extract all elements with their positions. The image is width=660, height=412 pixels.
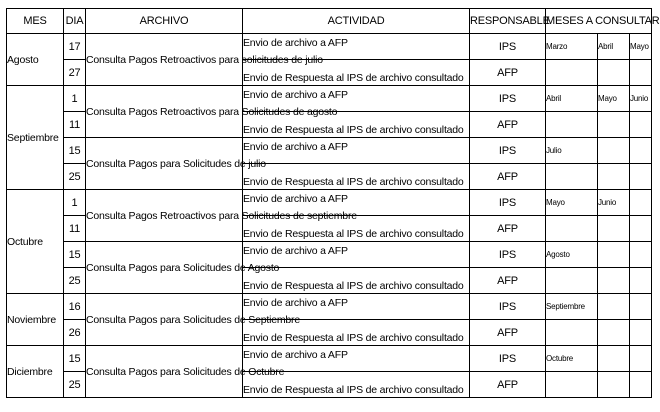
file-cell: Consulta Pagos Retroactivos para solicitudes de julio	[86, 34, 243, 86]
activity-cell: Envio de archivo a AFP	[243, 190, 470, 216]
consult-month-cell: Abril	[598, 34, 630, 60]
consult-month-cell	[630, 60, 652, 86]
activity-cell: Envio de archivo a AFP	[243, 34, 470, 60]
consult-month-cell	[598, 242, 630, 268]
consult-month-cell: Mayo	[546, 190, 598, 216]
month-cell: Diciembre	[7, 346, 64, 398]
file-cell: Consulta Pagos para Solicitudes de julio	[86, 138, 243, 190]
consult-month-cell	[630, 372, 652, 398]
responsible-cell: IPS	[470, 242, 546, 268]
day-cell: 1	[64, 190, 86, 216]
consult-month-cell: Marzo	[546, 34, 598, 60]
day-cell: 15	[64, 138, 86, 164]
consult-month-cell: Septiembre	[546, 294, 598, 320]
consult-month-cell	[630, 112, 652, 138]
header-dia: DIA	[64, 9, 86, 34]
consult-month-cell	[630, 294, 652, 320]
responsible-cell: IPS	[470, 294, 546, 320]
responsible-cell: IPS	[470, 190, 546, 216]
consult-month-cell	[546, 320, 598, 346]
file-cell: Consulta Pagos para Solicitudes de Septiembre	[86, 294, 243, 346]
consult-month-cell	[630, 138, 652, 164]
file-cell: Consulta Pagos Retroactivos para Solicitudes de agosto	[86, 86, 243, 138]
activity-cell: Envio de archivo a AFP	[243, 86, 470, 112]
header-archivo: ARCHIVO	[86, 9, 243, 34]
consult-month-cell: Mayo	[598, 86, 630, 112]
consult-month-cell: Junio	[598, 190, 630, 216]
table-row	[7, 190, 652, 216]
schedule-body	[7, 34, 652, 398]
responsible-cell: IPS	[470, 346, 546, 372]
activity-cell: Envio de Respuesta al IPS de archivo consultado	[243, 164, 470, 190]
consult-month-cell	[598, 112, 630, 138]
day-cell: 25	[64, 268, 86, 294]
responsible-cell: AFP	[470, 216, 546, 242]
consult-month-cell	[546, 164, 598, 190]
day-cell: 11	[64, 112, 86, 138]
activity-cell: Envio de archivo a AFP	[243, 242, 470, 268]
day-cell: 11	[64, 216, 86, 242]
activity-cell: Envio de Respuesta al IPS de archivo consultado	[243, 60, 470, 86]
month-cell: Octubre	[7, 190, 64, 294]
consult-month-cell: Agosto	[546, 242, 598, 268]
consult-month-cell	[598, 164, 630, 190]
consult-month-cell	[546, 60, 598, 86]
day-cell: 27	[64, 60, 86, 86]
header-mes: MES	[7, 9, 64, 34]
activity-cell: Envio de archivo a AFP	[243, 294, 470, 320]
consult-month-cell	[598, 216, 630, 242]
table-row	[7, 138, 652, 164]
activity-cell: Envio de Respuesta al IPS de archivo consultado	[243, 216, 470, 242]
responsible-cell: IPS	[470, 86, 546, 112]
consult-month-cell: Junio	[630, 86, 652, 112]
file-cell: Consulta Pagos Retroactivos para Solicitudes de septiembre	[86, 190, 243, 242]
consult-month-cell: Abril	[546, 86, 598, 112]
file-cell: Consulta Pagos para Solicitudes de Agosto	[86, 242, 243, 294]
file-cell: Consulta Pagos para Solicitudes de Octubre	[86, 346, 243, 398]
day-cell: 16	[64, 294, 86, 320]
header-meses: MESES A CONSULTAR	[546, 9, 652, 34]
consult-month-cell	[546, 268, 598, 294]
responsible-cell: AFP	[470, 320, 546, 346]
day-cell: 25	[64, 372, 86, 398]
activity-cell: Envio de archivo a AFP	[243, 138, 470, 164]
day-cell: 15	[64, 346, 86, 372]
consult-month-cell	[630, 216, 652, 242]
consult-month-cell	[630, 164, 652, 190]
header-row	[7, 9, 652, 34]
activity-cell: Envio de Respuesta al IPS de archivo consultado	[243, 320, 470, 346]
responsible-cell: IPS	[470, 34, 546, 60]
day-cell: 1	[64, 86, 86, 112]
consult-month-cell	[598, 346, 630, 372]
table-row	[7, 242, 652, 268]
responsible-cell: AFP	[470, 268, 546, 294]
table-row	[7, 346, 652, 372]
consult-month-cell	[630, 268, 652, 294]
day-cell: 17	[64, 34, 86, 60]
consult-month-cell	[546, 112, 598, 138]
consult-month-cell: Mayo	[630, 34, 652, 60]
day-cell: 25	[64, 164, 86, 190]
activity-cell: Envio de Respuesta al IPS de archivo consultado	[243, 372, 470, 398]
responsible-cell: AFP	[470, 372, 546, 398]
header-actividad: ACTIVIDAD	[243, 9, 470, 34]
responsible-cell: AFP	[470, 112, 546, 138]
month-cell: Agosto	[7, 34, 64, 86]
consult-month-cell	[546, 216, 598, 242]
consult-month-cell	[630, 320, 652, 346]
month-cell: Noviembre	[7, 294, 64, 346]
responsible-cell: AFP	[470, 164, 546, 190]
consult-month-cell	[598, 268, 630, 294]
consult-month-cell	[630, 346, 652, 372]
activity-cell: Envio de archivo a AFP	[243, 346, 470, 372]
consult-month-cell: Octubre	[546, 346, 598, 372]
table-row	[7, 86, 652, 112]
day-cell: 15	[64, 242, 86, 268]
consult-month-cell	[598, 60, 630, 86]
consult-month-cell	[546, 372, 598, 398]
consult-month-cell	[598, 138, 630, 164]
consult-month-cell: Julio	[546, 138, 598, 164]
table-row	[7, 294, 652, 320]
day-cell: 26	[64, 320, 86, 346]
responsible-cell: IPS	[470, 138, 546, 164]
table-row	[7, 34, 652, 60]
header-responsable: RESPONSABLE	[470, 9, 546, 34]
responsible-cell: AFP	[470, 60, 546, 86]
consult-month-cell	[630, 190, 652, 216]
consult-month-cell	[598, 294, 630, 320]
consult-month-cell	[598, 320, 630, 346]
schedule-table	[6, 8, 660, 398]
consult-month-cell	[630, 242, 652, 268]
consult-month-cell	[598, 372, 630, 398]
month-cell: Septiembre	[7, 86, 64, 190]
activity-cell: Envio de Respuesta al IPS de archivo consultado	[243, 112, 470, 138]
activity-cell: Envio de Respuesta al IPS de archivo consultado	[243, 268, 470, 294]
